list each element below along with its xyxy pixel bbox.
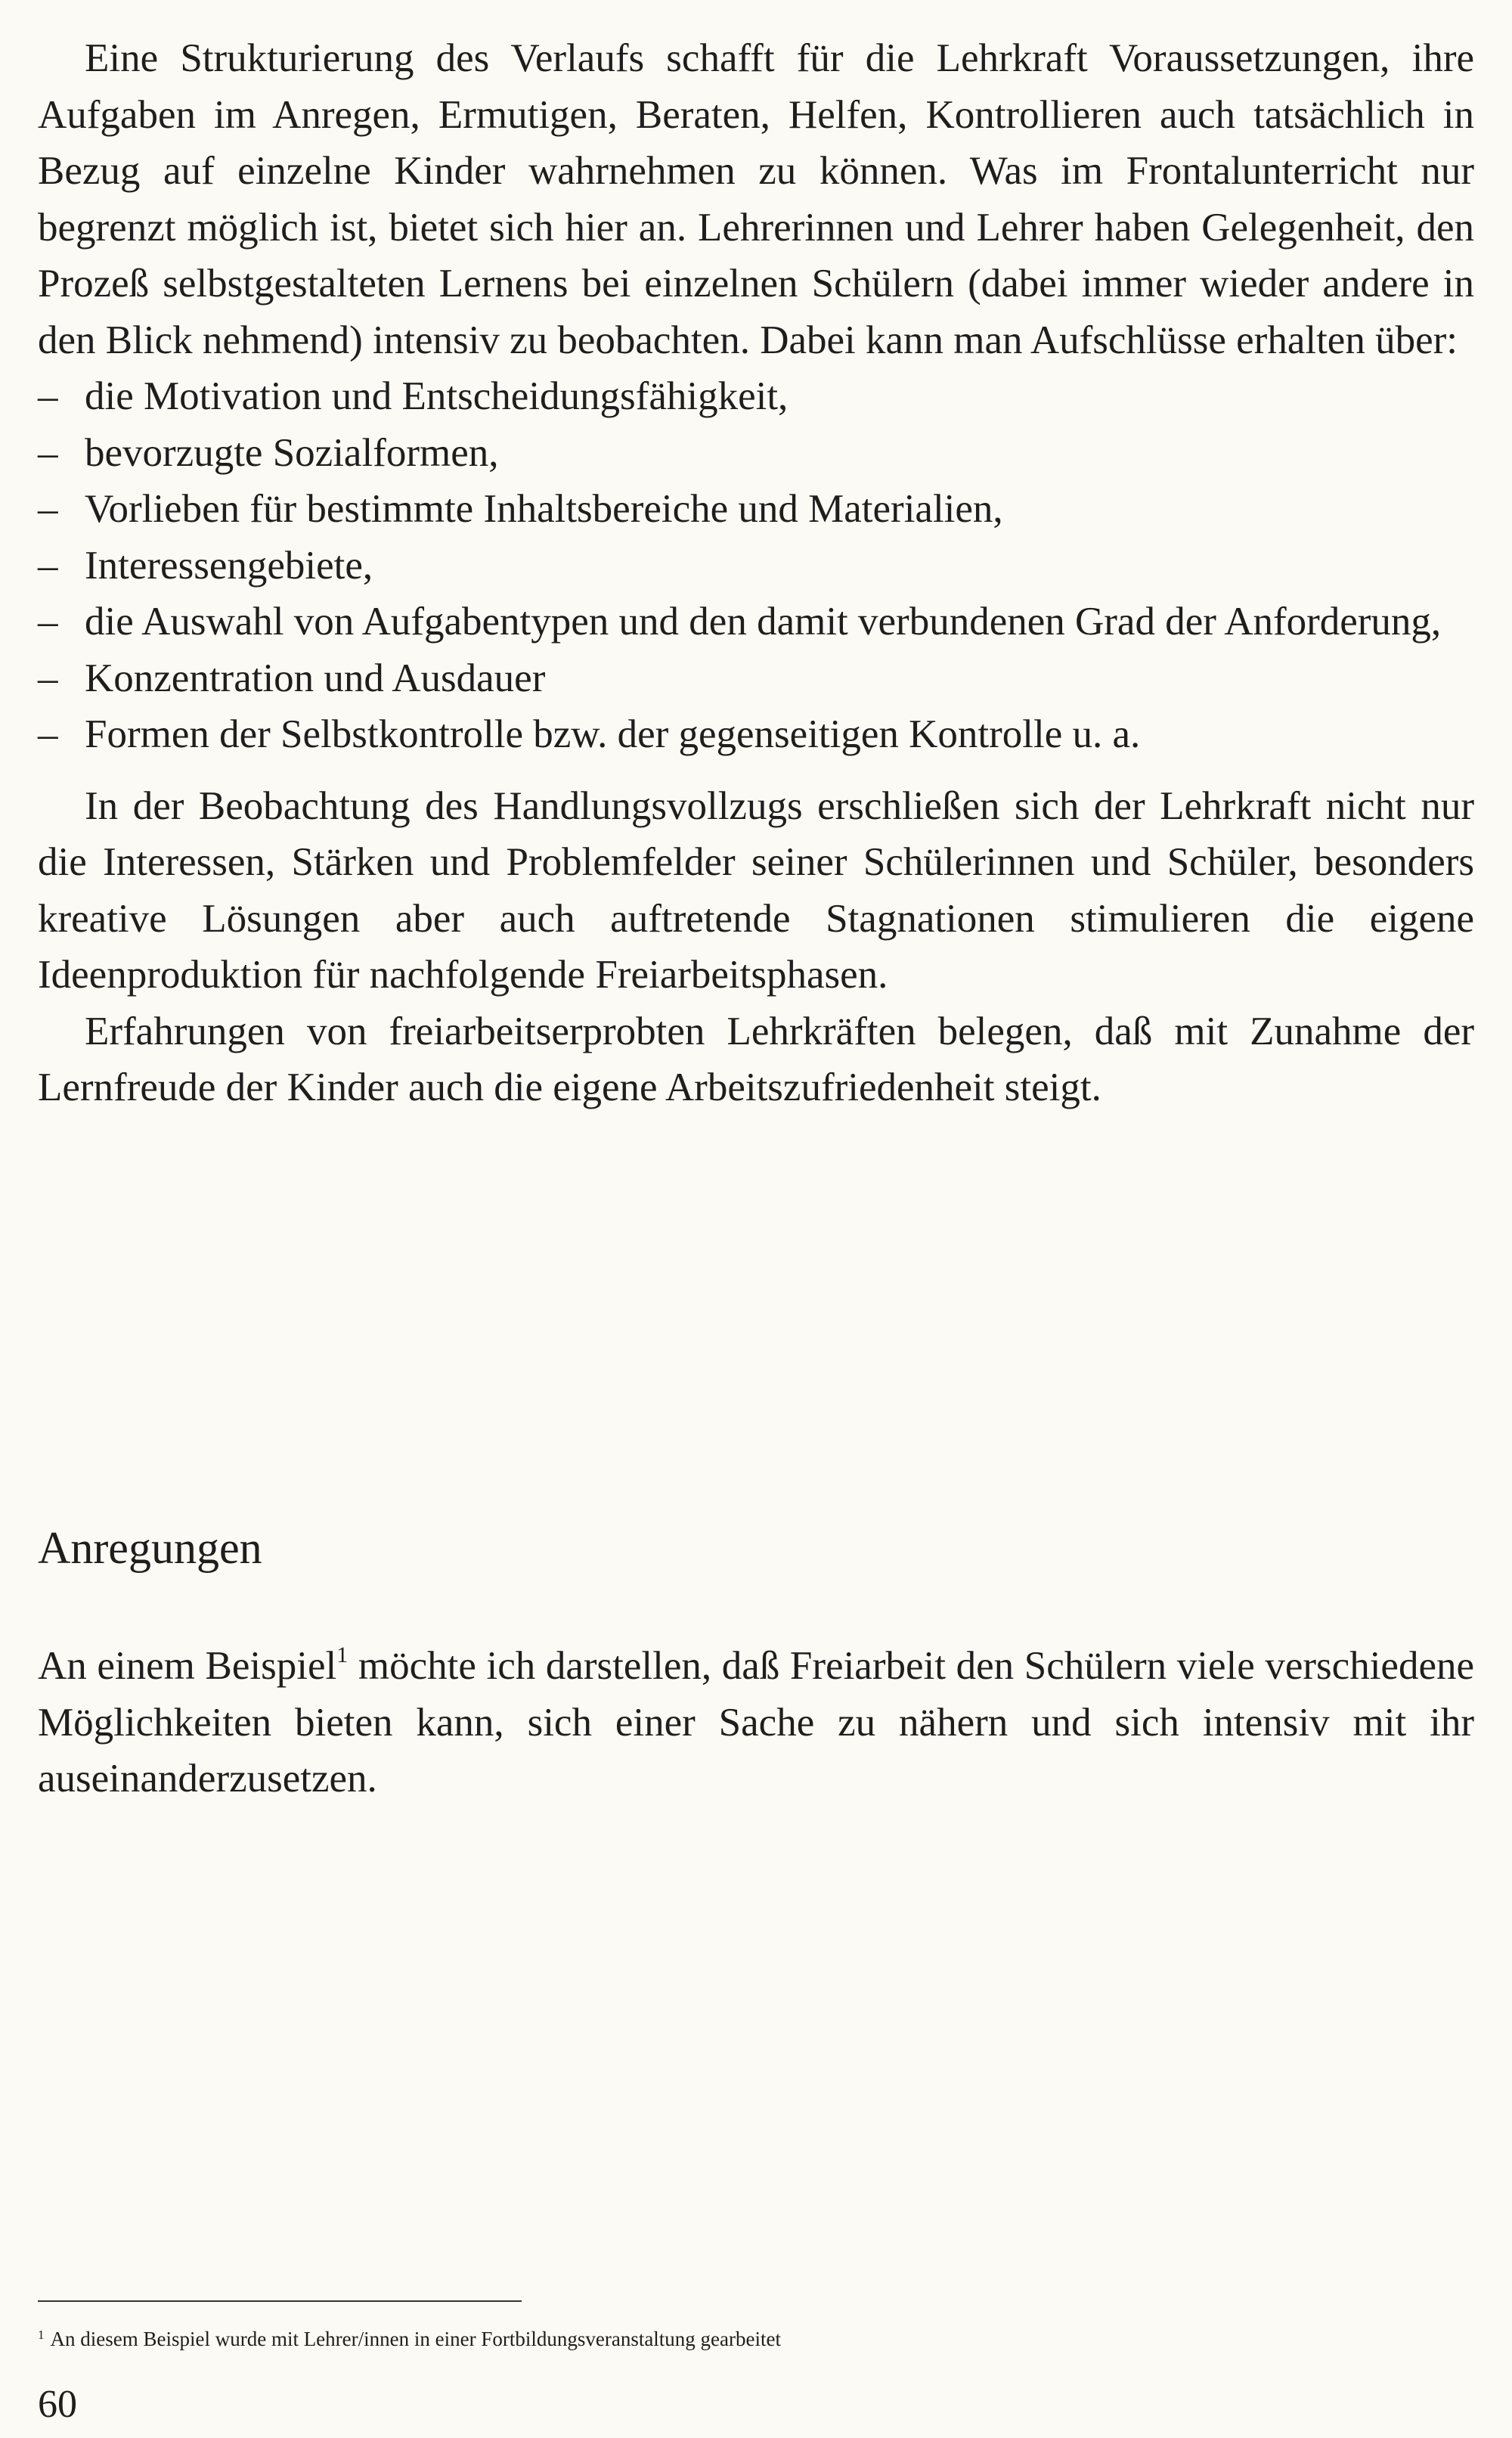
list-item: – Vorlieben für bestimmte Inhaltsbereiche und Materialien, xyxy=(38,481,1474,538)
list-item: – bevorzugte Sozialformen, xyxy=(38,425,1474,482)
body-text xyxy=(38,30,1474,1116)
list-item: – die Auswahl von Aufgabentypen und den damit verbundenen Grad der Anforderung, xyxy=(38,594,1474,650)
list-dash: – xyxy=(38,374,58,418)
list-item: – die Motivation und Entscheidungsfähigkeit, xyxy=(38,368,1474,425)
paragraph-3: Erfahrungen von freiarbeitserprobten Lehrkräften belegen, daß mit Zunahme der Lernfreude der Kinder auch die eigene Arbeitszufriedenheit steigt. xyxy=(38,1009,1474,1109)
list-item: – Konzentration und Ausdauer xyxy=(38,650,1474,707)
section-paragraph: An einem Beispiel$^1$ möchte ich darstellen, daß Freiarbeit den Schülern viele verschiedene Möglichkeiten bieten kann, sich einer Sache zu nähern und sich intensiv mit ihr auseinanderzusetzen. xyxy=(38,1642,1474,1801)
list-dash: – xyxy=(38,430,58,475)
section-body xyxy=(38,1638,1474,1807)
list-dash: – xyxy=(38,600,58,644)
observation-list xyxy=(38,368,1474,763)
list-item: – Formen der Selbstkontrolle bzw. der gegenseitigen Kontrolle u. a. xyxy=(38,706,1474,763)
footnote-marker: 1 xyxy=(38,2328,45,2342)
section-heading: Anregungen xyxy=(38,1523,262,1573)
footnote-reference[interactable]: 1 xyxy=(336,1642,349,1667)
paragraph-2: In der Beobachtung des Handlungsvollzugs erschließen sich der Lehrkraft nicht nur die Interessen, Stärken und Problemfelder seiner Schülerinnen und Schüler, besonders kreative Lösungen aber auch auftretende Stagnationen stimulieren die eigene Ideenproduktion für nachfolgende Freiarbeitsphasen. xyxy=(38,783,1474,997)
footnote xyxy=(38,2326,781,2352)
list-item: – Interessengebiete, xyxy=(38,538,1474,594)
list-dash: – xyxy=(38,543,58,588)
paragraph-1: Eine Strukturierung des Verlaufs schafft für die Lehrkraft Voraussetzungen, ihre Aufgaben im Anregen, Ermutigen, Beraten, Helfen, Kontrollieren auch tatsächlich in Bezug auf einzelne Kinder wahrnehmen zu können. Was im Frontalunterricht nur begrenzt möglich ist, bietet sich hier an. Lehrerinnen und Lehrer haben Gelegenheit, den Prozeß selbstgestalteten Lernens bei einzelnen Schülern (dabei immer wieder andere in den Blick nehmend) intensiv zu beobachten. Dabei kann man Aufschlüsse erhalten über: xyxy=(38,36,1474,362)
footnote-divider xyxy=(38,2300,522,2302)
footnote-text: An diesem Beispiel wurde mit Lehrer/innen in einer Fortbildungsveranstaltung gearbeitet xyxy=(50,2328,781,2350)
page-number: 60 xyxy=(38,2383,77,2426)
list-dash: – xyxy=(38,712,58,756)
list-dash: – xyxy=(38,487,58,531)
list-dash: – xyxy=(38,656,58,700)
